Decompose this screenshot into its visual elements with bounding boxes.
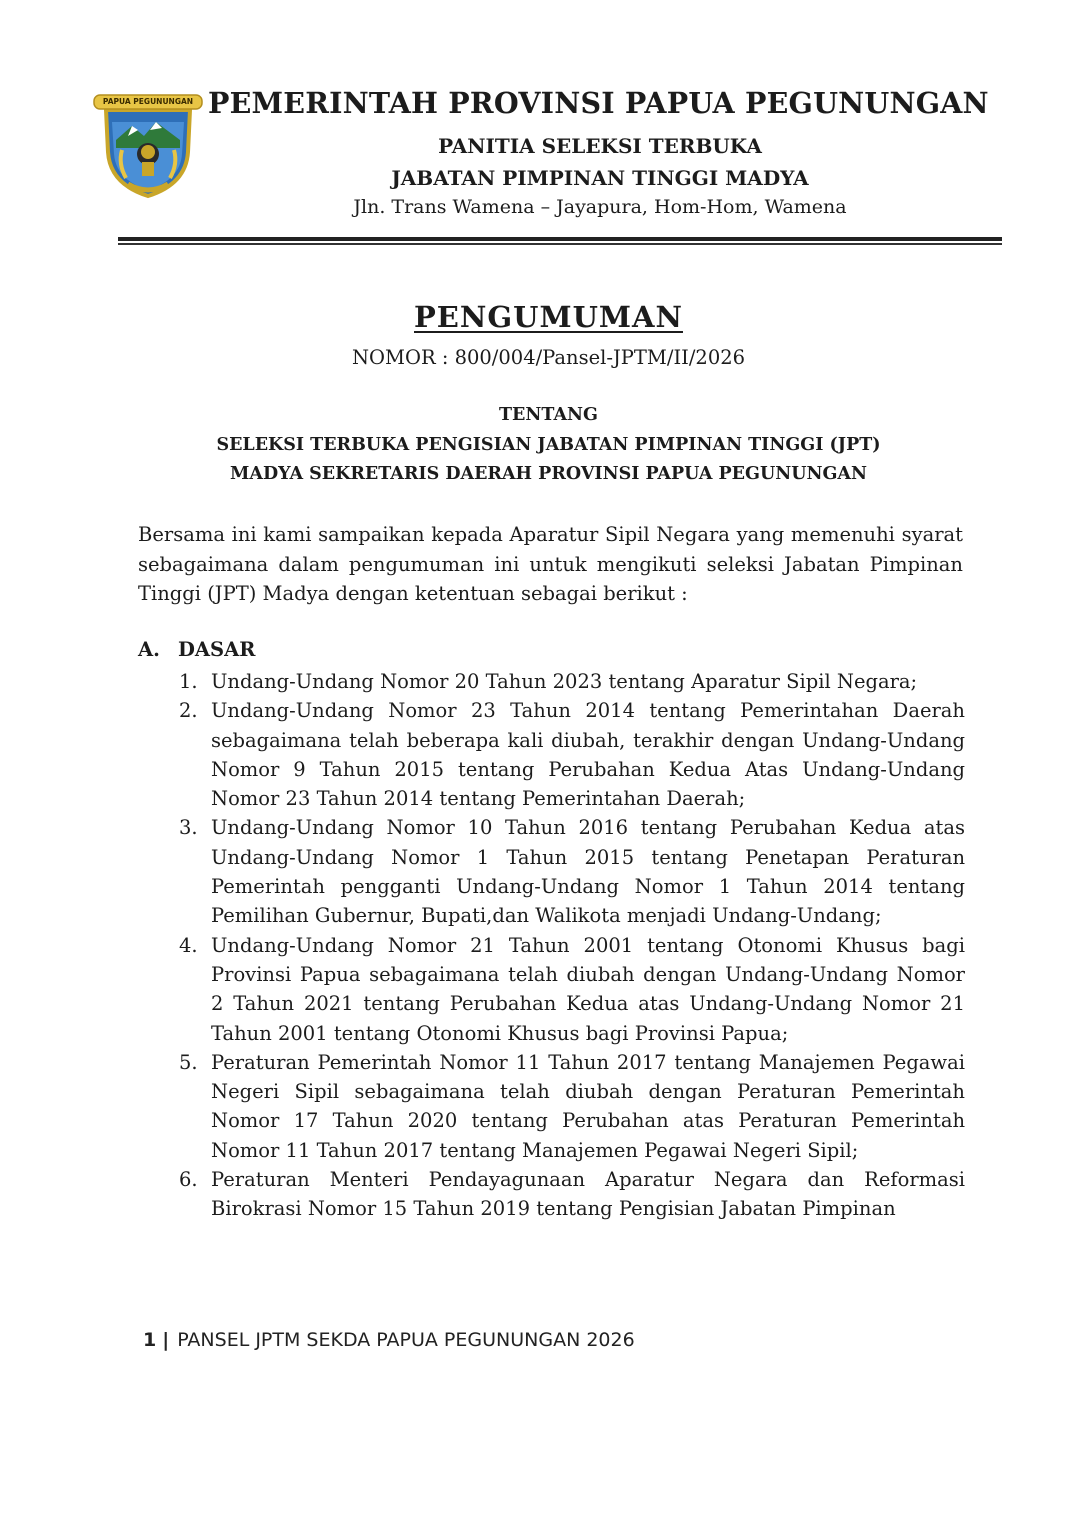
list-item-number: 5. (179, 1050, 198, 1074)
list-item-text: Undang-Undang Nomor 23 Tahun 2014 tentang Pemerintahan Daerah sebagaimana telah beberapa kali diubah, terakhir dengan Undang-Undang Nomor 9 Tahun 2015 tentang Perubahan Kedua Atas Undang-Undang Nomor 23 Tahun 2014 tentang Pemerintahan Daerah; (211, 699, 965, 811)
list-item-text: Peraturan Menteri Pendayagunaan Aparatur Negara dan Reformasi Birokrasi Nomor 15 Tahun 2019 tentang Pengisian Jabatan Pimpinan (211, 1168, 965, 1221)
list-item-text: Undang-Undang Nomor 10 Tahun 2016 tentang Perubahan Kedua atas Undang-Undang Nomor 1 Tahun 2015 tentang Penetapan Peraturan Pemerintah pengganti Undang-Undang Nomor 1 Tahun 2014 tentang Pemilihan Gubernur, Bupati,dan Walikota menjadi Undang-Undang; (211, 816, 965, 928)
letterhead-rule-thin (118, 243, 1002, 245)
list-item-number: 2. (179, 699, 198, 723)
letterhead-rule-thick (118, 237, 1002, 241)
subject-line-2: MADYA SEKRETARIS DAERAH PROVINSI PAPUA PEGUNUNGAN (230, 464, 867, 484)
footer-separator: | (162, 1329, 170, 1351)
list-item (175, 931, 965, 1048)
list-item-text: Peraturan Pemerintah Nomor 11 Tahun 2017 tentang Manajemen Pegawai Negeri Sipil sebagaimana telah diubah dengan Peraturan Pemerintah Nomor 17 Tahun 2020 tentang Perubahan atas Peraturan Pemerintah Nomor 11 Tahun 2017 tentang Manajemen Pegawai Negeri Sipil; (211, 1050, 965, 1162)
section-a-heading (138, 638, 255, 661)
intro-paragraph: Bersama ini kami sampaikan kepada Aparatur Sipil Negara yang memenuhi syarat sebagaimana dalam pengumuman ini untuk mengikuti seleksi Jabatan Pimpinan Tinggi (JPT) Madya dengan ketentuan sebagai berikut : (138, 523, 963, 605)
footer-text: PANSEL JPTM SEKDA PAPUA PEGUNUNGAN 2026 (177, 1329, 635, 1351)
list-item-number: 3. (179, 816, 198, 840)
list-item (175, 696, 965, 813)
tentang-label: TENTANG (499, 405, 598, 425)
section-a-title: DASAR (178, 638, 256, 661)
legal-basis-list (175, 667, 965, 1224)
page-number: 1 (143, 1329, 157, 1351)
list-item (175, 667, 965, 696)
document-number: NOMOR : 800/004/Pansel-JPTM/II/2026 (351, 346, 746, 369)
letterhead-address: Jln. Trans Wamena – Jayapura, Hom-Hom, Wamena (353, 196, 847, 218)
list-item-text: Undang-Undang Nomor 20 Tahun 2023 tentang Aparatur Sipil Negara; (211, 670, 918, 693)
letterhead-subtitle-2: JABATAN PIMPINAN TINGGI MADYA (391, 166, 809, 190)
list-item (175, 1048, 965, 1165)
logo-label: PAPUA PEGUNUNGAN (102, 97, 194, 106)
list-item-number: 1. (179, 670, 198, 693)
list-item (175, 813, 965, 930)
section-a-letter: A. (138, 638, 160, 661)
letterhead-title: PEMERINTAH PROVINSI PAPUA PEGUNUNGAN (208, 86, 989, 120)
list-item-number: 6. (179, 1168, 198, 1192)
letterhead-subtitle-1: PANITIA SELEKSI TERBUKA (438, 134, 762, 158)
document-title: PENGUMUMAN (414, 300, 683, 334)
list-item (175, 1165, 965, 1224)
subject-line-1: SELEKSI TERBUKA PENGISIAN JABATAN PIMPINAN TINGGI (JPT) (216, 435, 881, 455)
province-logo (92, 92, 204, 204)
page-footer (143, 1329, 635, 1351)
list-item-number: 4. (179, 933, 198, 957)
list-item-text: Undang-Undang Nomor 21 Tahun 2001 tentang Otonomi Khusus bagi Provinsi Papua sebagaimana telah diubah dengan Undang-Undang Nomor 2 Tahun 2021 tentang Perubahan Kedua atas Undang-Undang Nomor 21 Tahun 2001 tentang Otonomi Khusus bagi Provinsi Papua; (211, 933, 965, 1045)
